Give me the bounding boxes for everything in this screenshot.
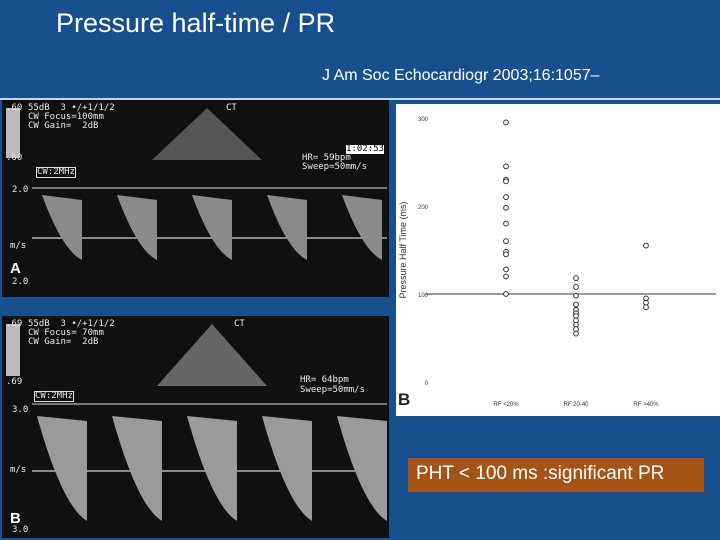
y-tick-label: 300 <box>417 117 428 123</box>
grayscale-bar <box>6 324 20 376</box>
scale-mid: .69 <box>6 377 23 387</box>
data-point <box>504 239 509 244</box>
header-line3: CW Gain= 2dB <box>28 337 99 347</box>
header-line3: CW Gain= 2dB <box>28 121 99 131</box>
axis-unit: m/s <box>10 465 27 475</box>
callout-text: PHT < 100 ms :significant PR <box>416 463 665 484</box>
x-category-label: RF >40% <box>633 402 659 408</box>
citation: J Am Soc Echocardiogr 2003;16:1057– <box>322 67 600 84</box>
y-tick-label: 100 <box>417 293 428 299</box>
chart-panel-label: B <box>398 390 411 409</box>
y-axis-label: Pressure Half Time (ms) <box>398 201 408 299</box>
y-tick-label: 200 <box>417 205 428 211</box>
data-point <box>504 292 509 297</box>
data-point <box>504 195 509 200</box>
x-category-label: RF <20% <box>493 402 519 408</box>
scale-mid: .60 <box>6 153 23 163</box>
axis-unit: m/s <box>10 241 27 251</box>
data-point <box>644 305 649 310</box>
mode-label: CW:2MHz <box>35 391 73 401</box>
data-point <box>504 205 509 210</box>
header-line2: CW Focus= 70mm <box>28 328 104 338</box>
data-point <box>574 302 579 307</box>
scale-top: .69 <box>6 319 23 329</box>
hr-readout: HR= 59bpm <box>302 153 351 163</box>
hr-readout: HR= 64bpm <box>300 375 349 385</box>
sector-image <box>157 324 267 386</box>
data-point <box>504 267 509 272</box>
axis-bottom: 3.0 <box>12 525 29 535</box>
data-point <box>644 243 649 248</box>
sweep-readout: Sweep=50mm/s <box>302 162 368 172</box>
sweep-readout: Sweep=50mm/s <box>300 385 366 395</box>
grayscale-bar <box>6 108 20 158</box>
data-point <box>574 293 579 298</box>
scatter-svg <box>396 104 720 416</box>
header-line2: CW Focus=100mm <box>28 112 104 122</box>
ct-label: CT <box>226 103 237 113</box>
data-point <box>504 164 509 169</box>
timer: 1:02:53 <box>346 144 384 154</box>
doppler-envelopes <box>37 416 387 521</box>
data-point <box>504 252 509 257</box>
header-line1: 55dB 3 •/+1/1/2 <box>28 103 115 113</box>
data-point <box>504 179 509 184</box>
mode-label: CW:2MHz <box>37 167 75 177</box>
axis-bottom: 2.0 <box>12 277 29 287</box>
data-point <box>504 120 509 125</box>
scale-top: .60 <box>6 103 23 113</box>
axis-top: 3.0 <box>12 405 29 415</box>
data-point <box>504 274 509 279</box>
echo-image-b <box>2 316 389 538</box>
data-point <box>504 221 509 226</box>
doppler-envelopes <box>42 195 382 260</box>
header-line1: 55dB 3 •/+1/1/2 <box>28 319 115 329</box>
pht-scatter-chart <box>396 104 720 416</box>
ct-label: CT <box>234 319 245 329</box>
data-point <box>574 331 579 336</box>
sector-image <box>152 108 262 160</box>
echo-image-a <box>2 100 389 297</box>
echo-b-graphics <box>2 316 389 538</box>
panel-letter-a: A <box>10 260 21 277</box>
slide-title: Pressure half-time / PR <box>56 8 336 38</box>
panel-letter-b: B <box>10 510 21 527</box>
axis-top: 2.0 <box>12 185 29 195</box>
x-category-label: RF 20-40 <box>563 402 589 408</box>
data-point <box>574 276 579 281</box>
data-point <box>574 285 579 290</box>
y-tick-label: 0 <box>424 381 428 387</box>
